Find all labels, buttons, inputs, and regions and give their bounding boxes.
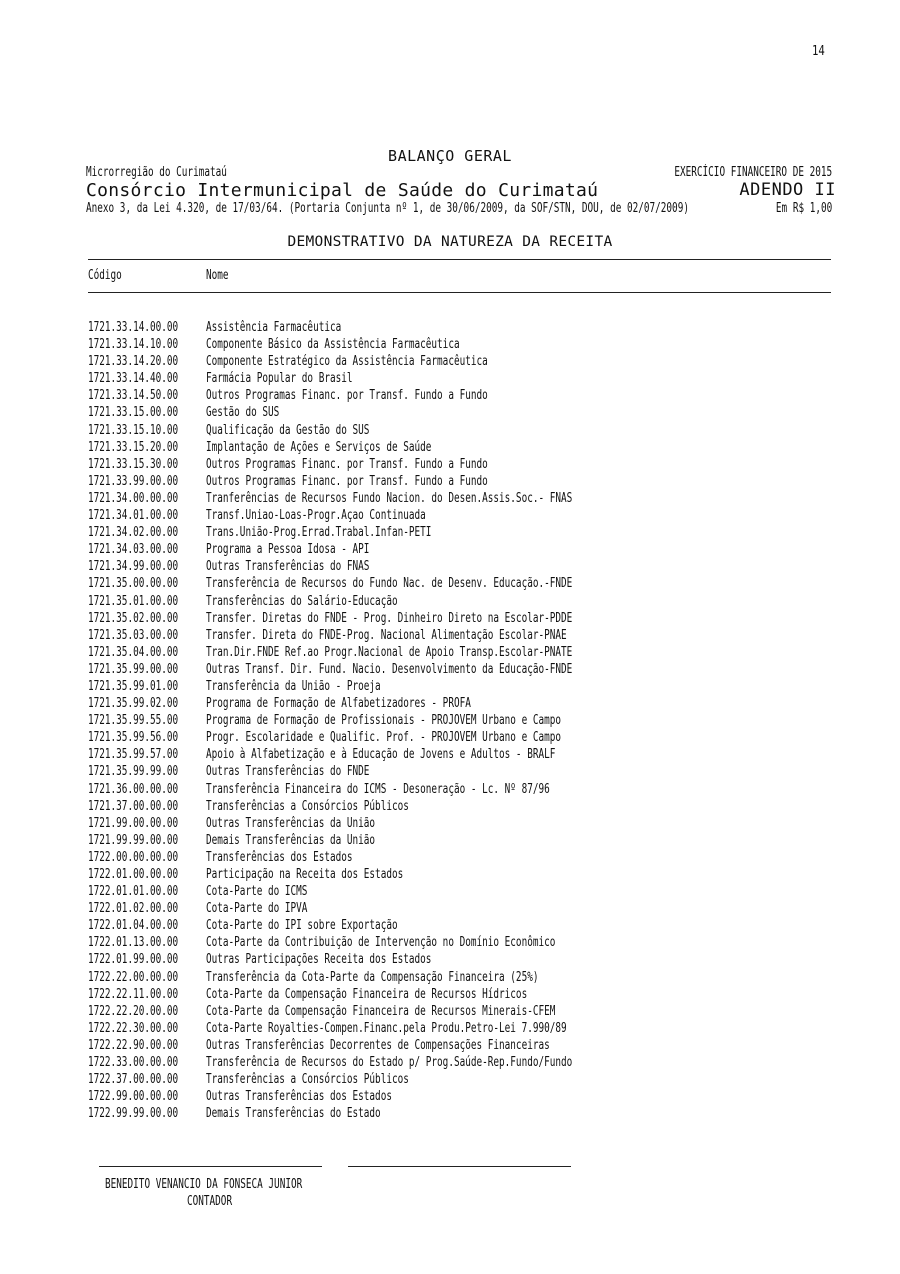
row-code: 1722.01.00.00.00	[88, 867, 179, 882]
row-name: Outras Participações Receita dos Estados	[206, 952, 432, 968]
row-name: Outros Programas Financ. por Transf. Fundo a Fundo	[206, 456, 488, 472]
row-code: 1721.33.14.20.00	[88, 354, 179, 370]
row-code: 1721.33.14.00.00	[88, 320, 179, 335]
row-code: 1721.99.00.00.00	[88, 815, 179, 831]
header-divider	[88, 292, 831, 293]
row-code: 1721.34.03.00.00	[88, 542, 179, 558]
row-name: Cota-Parte do IPI sobre Exportação	[206, 918, 398, 934]
row-name: Cota-Parte da Compensação Financeira de Recursos Minerais-CFEM	[206, 1003, 556, 1019]
row-code: 1722.01.04.00.00	[88, 918, 179, 934]
row-name: Outros Programas Financ. por Transf. Fundo a Fundo	[206, 473, 488, 489]
row-code: 1722.01.01.00.00	[88, 884, 179, 900]
row-name: Participação na Receita dos Estados	[206, 867, 404, 882]
row-name: Progr. Escolaridade e Qualific. Prof. - PROJOVEM Urbano e Campo	[206, 730, 562, 746]
row-code: 1721.33.14.50.00	[88, 388, 179, 404]
row-code: 1722.99.00.00.00	[88, 1089, 179, 1105]
column-header-code: Código	[88, 268, 122, 283]
row-code: 1722.22.90.00.00	[88, 1037, 179, 1053]
row-name: Componente Estratégico da Assistência Farmacêutica	[206, 354, 488, 370]
entity-name: Consórcio Intermunicipal de Saúde do Curimataú	[86, 180, 599, 201]
row-code: 1721.35.00.00.00	[88, 576, 179, 592]
row-code: 1721.33.99.00.00	[88, 473, 179, 489]
row-code: 1721.35.99.55.00	[88, 713, 179, 729]
row-name: Transferência da União - Proeja	[206, 678, 381, 694]
column-header-name: Nome	[206, 268, 229, 283]
row-name: Assistência Farmacêutica	[206, 320, 342, 335]
row-name: Outras Transferências Decorrentes de Compensações Financeiras	[206, 1037, 550, 1053]
row-name: Programa de Formação de Profissionais - PROJOVEM Urbano e Campo	[206, 713, 562, 729]
row-code: 1721.33.14.10.00	[88, 337, 179, 353]
region-label: Microrregião do Curimataú	[86, 165, 227, 180]
row-name: Farmácia Popular do Brasil	[206, 371, 353, 387]
row-name: Outras Transferências dos Estados	[206, 1089, 392, 1105]
row-code: 1722.01.13.00.00	[88, 935, 179, 951]
row-code: 1721.33.15.00.00	[88, 405, 179, 421]
statement-title: DEMONSTRATIVO DA NATUREZA DA RECEITA	[287, 234, 613, 250]
row-code: 1721.34.00.00.00	[88, 490, 179, 506]
row-code: 1721.35.99.01.00	[88, 678, 179, 694]
row-code: 1722.01.99.00.00	[88, 952, 179, 968]
row-code: 1722.22.00.00.00	[88, 969, 179, 985]
row-code: 1722.22.20.00.00	[88, 1003, 179, 1019]
row-code: 1721.35.04.00.00	[88, 644, 179, 660]
row-name: Cota-Parte do IPVA	[206, 901, 308, 917]
annex-label: ADENDO II	[739, 180, 836, 200]
row-code: 1721.35.03.00.00	[88, 627, 179, 643]
signatory-name: BENEDITO VENANCIO DA FONSECA JUNIOR	[105, 1177, 303, 1192]
row-name: Componente Básico da Assistência Farmacêutica	[206, 337, 460, 353]
row-name: Trans.União-Prog.Errad.Trabal.Infan-PETI	[206, 525, 432, 541]
row-name: Transferência Financeira do ICMS - Desoneração - Lc. Nº 87/96	[206, 781, 550, 797]
row-code: 1721.33.15.10.00	[88, 422, 179, 438]
row-code: 1721.35.99.00.00	[88, 661, 179, 677]
row-code: 1722.99.99.00.00	[88, 1106, 179, 1122]
row-code: 1722.22.30.00.00	[88, 1020, 179, 1036]
row-name: Transferências dos Estados	[206, 849, 353, 865]
row-code: 1722.00.00.00.00	[88, 849, 179, 865]
row-name: Gestão do SUS	[206, 405, 280, 421]
currency-unit: Em R$ 1,00	[775, 201, 832, 216]
report-title: BALANÇO GERAL	[388, 147, 512, 165]
row-code: 1722.01.02.00.00	[88, 901, 179, 917]
row-name: Cota-Parte da Compensação Financeira de Recursos Hídricos	[206, 986, 528, 1002]
row-code: 1721.35.99.56.00	[88, 730, 179, 746]
row-name: Cota-Parte da Contribuição de Intervenção no Domínio Econômico	[206, 935, 556, 951]
row-code: 1721.34.02.00.00	[88, 525, 179, 541]
row-name: Transferência de Recursos do Fundo Nac. de Desenv. Educação.-FNDE	[206, 576, 573, 592]
row-name: Qualificação da Gestão do SUS	[206, 422, 370, 438]
row-code: 1721.37.00.00.00	[88, 798, 179, 814]
row-name: Transfer. Diretas do FNDE - Prog. Dinheiro Direto na Escolar-PDDE	[206, 610, 573, 626]
row-name: Tran.Dir.FNDE Ref.ao Progr.Nacional de Apoio Transp.Escolar-PNATE	[206, 644, 573, 660]
row-code: 1721.35.99.57.00	[88, 747, 179, 763]
law-reference: Anexo 3, da Lei 4.320, de 17/03/64. (Portaria Conjunta nº 1, de 30/06/2009, da SOF/STN, DOU, de 02/07/2009)	[86, 201, 689, 216]
row-name: Cota-Parte Royalties-Compen.Financ.pela Produ.Petro-Lei 7.990/89	[206, 1020, 567, 1036]
row-name: Outras Transf. Dir. Fund. Nacio. Desenvolvimento da Educação-FNDE	[206, 661, 573, 677]
top-divider	[88, 259, 831, 260]
row-code: 1722.37.00.00.00	[88, 1072, 179, 1088]
row-code: 1721.35.02.00.00	[88, 610, 179, 626]
row-name: Transferências do Salário-Educação	[206, 593, 398, 609]
signature-line-right	[348, 1166, 571, 1167]
row-code: 1721.33.14.40.00	[88, 371, 179, 387]
row-name: Transferência de Recursos do Estado p/ Prog.Saúde-Rep.Fundo/Fundo	[206, 1055, 573, 1071]
row-name: Outras Transferências do FNAS	[206, 559, 370, 575]
row-name: Programa de Formação de Alfabetizadores - PROFA	[206, 696, 471, 712]
signature-line-left	[99, 1166, 322, 1167]
row-code: 1721.99.99.00.00	[88, 832, 179, 848]
fiscal-year-label: EXERCÍCIO FINANCEIRO DE 2015	[674, 165, 832, 180]
row-code: 1721.36.00.00.00	[88, 781, 179, 797]
row-name: Demais Transferências do Estado	[206, 1106, 381, 1122]
row-name: Transferências a Consórcios Públicos	[206, 1072, 409, 1088]
row-name: Outras Transferências da União	[206, 815, 376, 831]
signatory-role: CONTADOR	[187, 1194, 233, 1209]
row-name: Transferências a Consórcios Públicos	[206, 798, 409, 814]
row-code: 1721.35.01.00.00	[88, 593, 179, 609]
row-name: Transf.Uniao-Loas-Progr.Açao Continuada	[206, 508, 426, 524]
row-name: Transfer. Direta do FNDE-Prog. Nacional Alimentação Escolar-PNAE	[206, 627, 567, 643]
row-code: 1721.34.99.00.00	[88, 559, 179, 575]
row-code: 1722.22.11.00.00	[88, 986, 179, 1002]
row-code: 1721.34.01.00.00	[88, 508, 179, 524]
row-name: Implantação de Ações e Serviços de Saúde	[206, 439, 432, 455]
row-name: Programa a Pessoa Idosa - API	[206, 542, 370, 558]
page-number: 14	[812, 44, 825, 59]
row-name: Transferência da Cota-Parte da Compensação Financeira (25%)	[206, 969, 539, 985]
row-name: Outros Programas Financ. por Transf. Fundo a Fundo	[206, 388, 488, 404]
row-name: Demais Transferências da União	[206, 832, 376, 848]
row-name: Apoio à Alfabetização e à Educação de Jovens e Adultos - BRALF	[206, 747, 556, 763]
row-code: 1722.33.00.00.00	[88, 1055, 179, 1071]
row-code: 1721.35.99.02.00	[88, 696, 179, 712]
row-code: 1721.33.15.30.00	[88, 456, 179, 472]
row-code: 1721.35.99.99.00	[88, 764, 179, 780]
row-name: Cota-Parte do ICMS	[206, 884, 308, 900]
row-code: 1721.33.15.20.00	[88, 439, 179, 455]
row-name: Outras Transferências do FNDE	[206, 764, 370, 780]
row-name: Tranferências de Recursos Fundo Nacion. do Desen.Assis.Soc.- FNAS	[206, 490, 573, 506]
